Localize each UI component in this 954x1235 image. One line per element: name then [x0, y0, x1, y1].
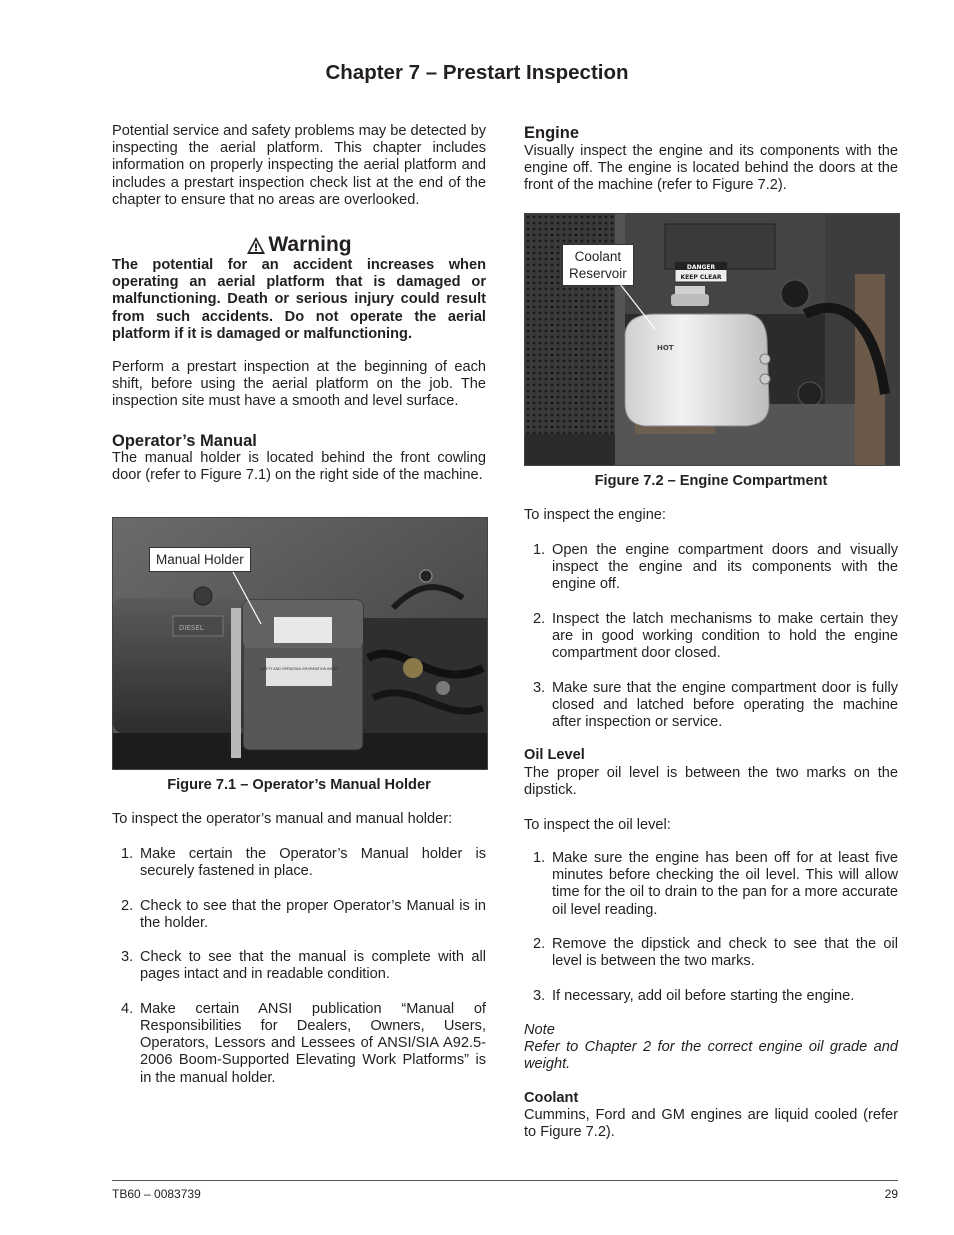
figure-7-1-photo	[112, 517, 488, 770]
keep-clear-decal-text: KEEP CLEAR	[680, 274, 722, 281]
manual-holder-label-text: SAFETY AND OPERATING INFORMATION INSIDE	[259, 667, 339, 671]
engine-heading: Engine	[524, 124, 580, 142]
footer-divider	[112, 1180, 898, 1181]
oil-steps-list	[524, 850, 898, 1022]
diesel-decal-text: DIESEL	[179, 624, 204, 632]
figure-7-2-caption: Figure 7.2 – Engine Compartment	[594, 473, 828, 489]
coolant-reservoir-callout: Coolant Reservoir	[562, 244, 634, 286]
note-text: Refer to Chapter 2 for the correct engine oil grade and weight.	[524, 1039, 898, 1073]
footer-doc-id: TB60 – 0083739	[112, 1187, 201, 1201]
list-item: 1. Open the engine compartment doors and visually inspect the engine and its components with the engine off.	[533, 542, 898, 593]
warning-title	[112, 232, 486, 258]
list-item: 2. Check to see that the proper Operator’s Manual is in the holder.	[121, 897, 486, 931]
list-item: 1. Make certain the Operator’s Manual holder is securely fastened in place.	[121, 846, 486, 880]
engine-steps-intro: To inspect the engine:	[524, 507, 666, 523]
coolant-text: Cummins, Ford and GM engines are liquid cooled (refer to Figure 7.2).	[524, 1107, 898, 1141]
page-title: Chapter 7 – Prestart Inspection	[325, 61, 629, 84]
oil-level-text: The proper oil level is between the two marks on the dipstick.	[524, 765, 898, 799]
engine-steps-list	[524, 542, 898, 748]
hot-marking-text: HOT	[657, 344, 674, 352]
figure-7-1-caption: Figure 7.1 – Operator’s Manual Holder	[167, 777, 431, 793]
callout-leader-line	[113, 518, 487, 769]
figure-7-2-photo	[524, 213, 900, 466]
operators-manual-text: The manual holder is located behind the front cowling door (refer to Figure 7.1) on the right side of the machine.	[112, 450, 486, 484]
coolant-heading: Coolant	[524, 1090, 579, 1106]
intro-paragraph: Potential service and safety problems may be detected by inspecting the aerial platform. This chapter includes information on properly inspecting the aerial platform and includes a prestart inspection check list at the end of the chapter to ensure that no areas are overlooked.	[112, 123, 486, 208]
manual-holder-callout: Manual Holder	[149, 547, 251, 572]
list-item: 3. If necessary, add oil before starting the engine.	[533, 987, 855, 1004]
operators-manual-heading: Operator’s Manual	[112, 432, 257, 450]
warning-triangle-icon	[246, 236, 266, 255]
warning-text: The potential for an accident increases when operating an aerial platform that is damaged or malfunctioning. Death or serious injury could result from such accidents. Do not operate the aerial platform if it is damaged or malfunctioning.	[112, 257, 486, 342]
oil-steps-intro: To inspect the oil level:	[524, 817, 671, 833]
list-item: 2. Remove the dipstick and check to see that the oil level is between the two marks.	[533, 936, 898, 970]
list-item: 3. Make sure that the engine compartment door is fully closed and latched before operating the machine after inspection or service.	[533, 679, 898, 730]
list-item: 3. Check to see that the manual is complete with all pages intact and in readable condition.	[121, 949, 486, 983]
prestart-paragraph: Perform a prestart inspection at the beginning of each shift, before using the aerial platform on the job. The inspection site must have a smooth and level surface.	[112, 359, 486, 410]
engine-text: Visually inspect the engine and its components with the engine off. The engine is located behind the doors at the front of the machine (refer to Figure 7.2).	[524, 143, 898, 194]
manual-steps-list	[112, 846, 486, 1104]
oil-level-heading: Oil Level	[524, 747, 585, 763]
list-item: 1. Make sure the engine has been off for at least five minutes before checking the oil level. This will allow time for the oil to drain to the pan for a more accurate oil level reading.	[533, 850, 898, 918]
warning-label: Warning	[268, 233, 352, 256]
list-item: 2. Inspect the latch mechanisms to make certain they are in good working condition to hold the engine compartment door closed.	[533, 610, 898, 662]
list-item: 4. Make certain ANSI publication “Manual of Responsibilities for Dealers, Owners, Users, Operators, Lessors and Lessees of ANSI/SIA A92.5-2006 Boom-Supported Elevating Work Platforms” is in the manual holder.	[121, 1000, 486, 1086]
manual-steps-intro: To inspect the operator’s manual and manual holder:	[112, 811, 453, 827]
note-label: Note	[524, 1022, 555, 1038]
callout-leader-line	[525, 214, 899, 465]
page-number: 29	[884, 1187, 898, 1201]
danger-decal-text: DANGER	[686, 264, 716, 271]
